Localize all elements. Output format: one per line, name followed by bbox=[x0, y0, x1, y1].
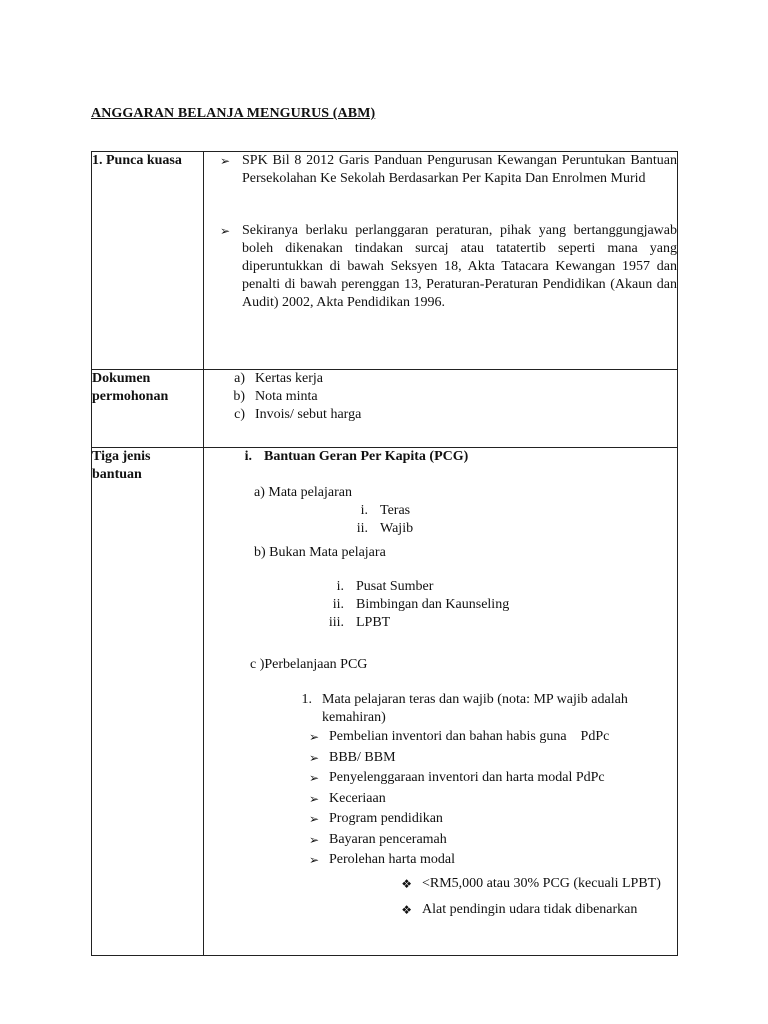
table-row bbox=[92, 370, 678, 448]
list-item: ❖ <RM5,000 atau 30% PCG (kecuali LPBT) bbox=[204, 871, 677, 897]
arrow-bullet-icon: ➢ bbox=[219, 224, 230, 238]
arrow-bullet-icon: ➢ bbox=[308, 853, 319, 867]
row-content-punca-kuasa bbox=[204, 152, 678, 370]
diamond-bullet-icon: ❖ bbox=[401, 876, 412, 891]
row-content-tiga-jenis bbox=[204, 448, 678, 956]
table-row bbox=[92, 448, 678, 956]
list-item: ii. Bimbingan dan Kaunseling bbox=[332, 597, 510, 612]
list-item: i. Teras bbox=[360, 503, 411, 518]
expense-bullet-list bbox=[204, 727, 677, 871]
sub-b-list bbox=[204, 578, 677, 632]
row-label-tiga-jenis: Tiga jenis bantuan bbox=[92, 448, 204, 956]
row-content-dokumen bbox=[204, 370, 678, 448]
list-item: ➢ Pembelian inventori dan bahan habis guna PdPc bbox=[204, 727, 677, 748]
list-item: a) Kertas kerja bbox=[234, 371, 324, 386]
arrow-bullet-icon: ➢ bbox=[308, 750, 319, 765]
list-item: ❖ Alat pendingin udara tidak dibenarkan bbox=[204, 897, 677, 923]
list-item: ➢ Program pendidikan bbox=[204, 809, 677, 830]
page-title: ANGGARAN BELANJA MENGURUS (ABM) bbox=[91, 106, 376, 121]
arrow-bullet-icon: ➢ bbox=[308, 771, 319, 785]
list-item: ➢ Sekiranya berlaku perlanggaran peraturan, pihak yang bertanggungjawab boleh dikenakan tindakan surcaj atau tatatertib seperti mana yang diperuntukkan di bawah Seksyen 18, Akta Tatacara Kewangan 1957 dan penalti di bawah perenggan 13, Peraturan-Peraturan Pendidikan (Akaun dan Audit) 2002, Akta Pendidikan 1996. bbox=[204, 222, 677, 312]
list-item: ➢ Keceriaan bbox=[204, 789, 677, 810]
arrow-bullet-icon: ➢ bbox=[308, 730, 319, 744]
list-item: i. Pusat Sumber bbox=[336, 579, 434, 594]
row-label-dokumen: Dokumen permohonan bbox=[92, 370, 204, 448]
list-item: iii. LPBT bbox=[328, 615, 391, 630]
list-item: c) Invois/ sebut harga bbox=[234, 407, 362, 422]
sub-heading-c: c )Perbelanjaan PCG bbox=[250, 657, 368, 672]
sub-a-list bbox=[204, 502, 677, 538]
arrow-bullet-icon: ➢ bbox=[219, 154, 230, 168]
list-item: ➢ Bayaran penceramah bbox=[204, 830, 677, 851]
diamond-bullet-icon: ❖ bbox=[401, 902, 412, 917]
abm-table bbox=[91, 151, 678, 956]
numbered-item: 1. Mata pelajaran teras dan wajib (nota: MP wajib adalah kemahiran) bbox=[301, 692, 628, 725]
list-item: ➢ Perolehan harta modal bbox=[204, 850, 677, 871]
list-item: ii. Wajib bbox=[356, 521, 414, 536]
table-row bbox=[92, 152, 678, 370]
arrow-bullet-icon: ➢ bbox=[308, 791, 319, 806]
arrow-bullet-icon: ➢ bbox=[308, 812, 319, 826]
list-item: ➢ BBB/ BBM bbox=[204, 748, 677, 769]
sub-heading-a: a) Mata pelajaran bbox=[254, 485, 352, 500]
list-item: b) Nota minta bbox=[233, 389, 318, 404]
list-item: ➢ SPK Bil 8 2012 Garis Panduan Pengurusan Kewangan Peruntukan Bantuan Persekolahan Ke Sekolah Berdasarkan Per Kapita Dan Enrolmen Murid bbox=[204, 152, 677, 188]
asset-diamond-list bbox=[204, 871, 677, 923]
document-list bbox=[204, 370, 677, 424]
sub-heading-b: b) Bukan Mata pelajara bbox=[254, 545, 386, 560]
arrow-bullet-icon: ➢ bbox=[308, 832, 319, 847]
row-label-punca-kuasa: 1. Punca kuasa bbox=[92, 152, 204, 370]
section-heading: i. Bantuan Geran Per Kapita (PCG) bbox=[244, 449, 469, 464]
list-item: ➢ Penyelenggaraan inventori dan harta modal PdPc bbox=[204, 768, 677, 789]
